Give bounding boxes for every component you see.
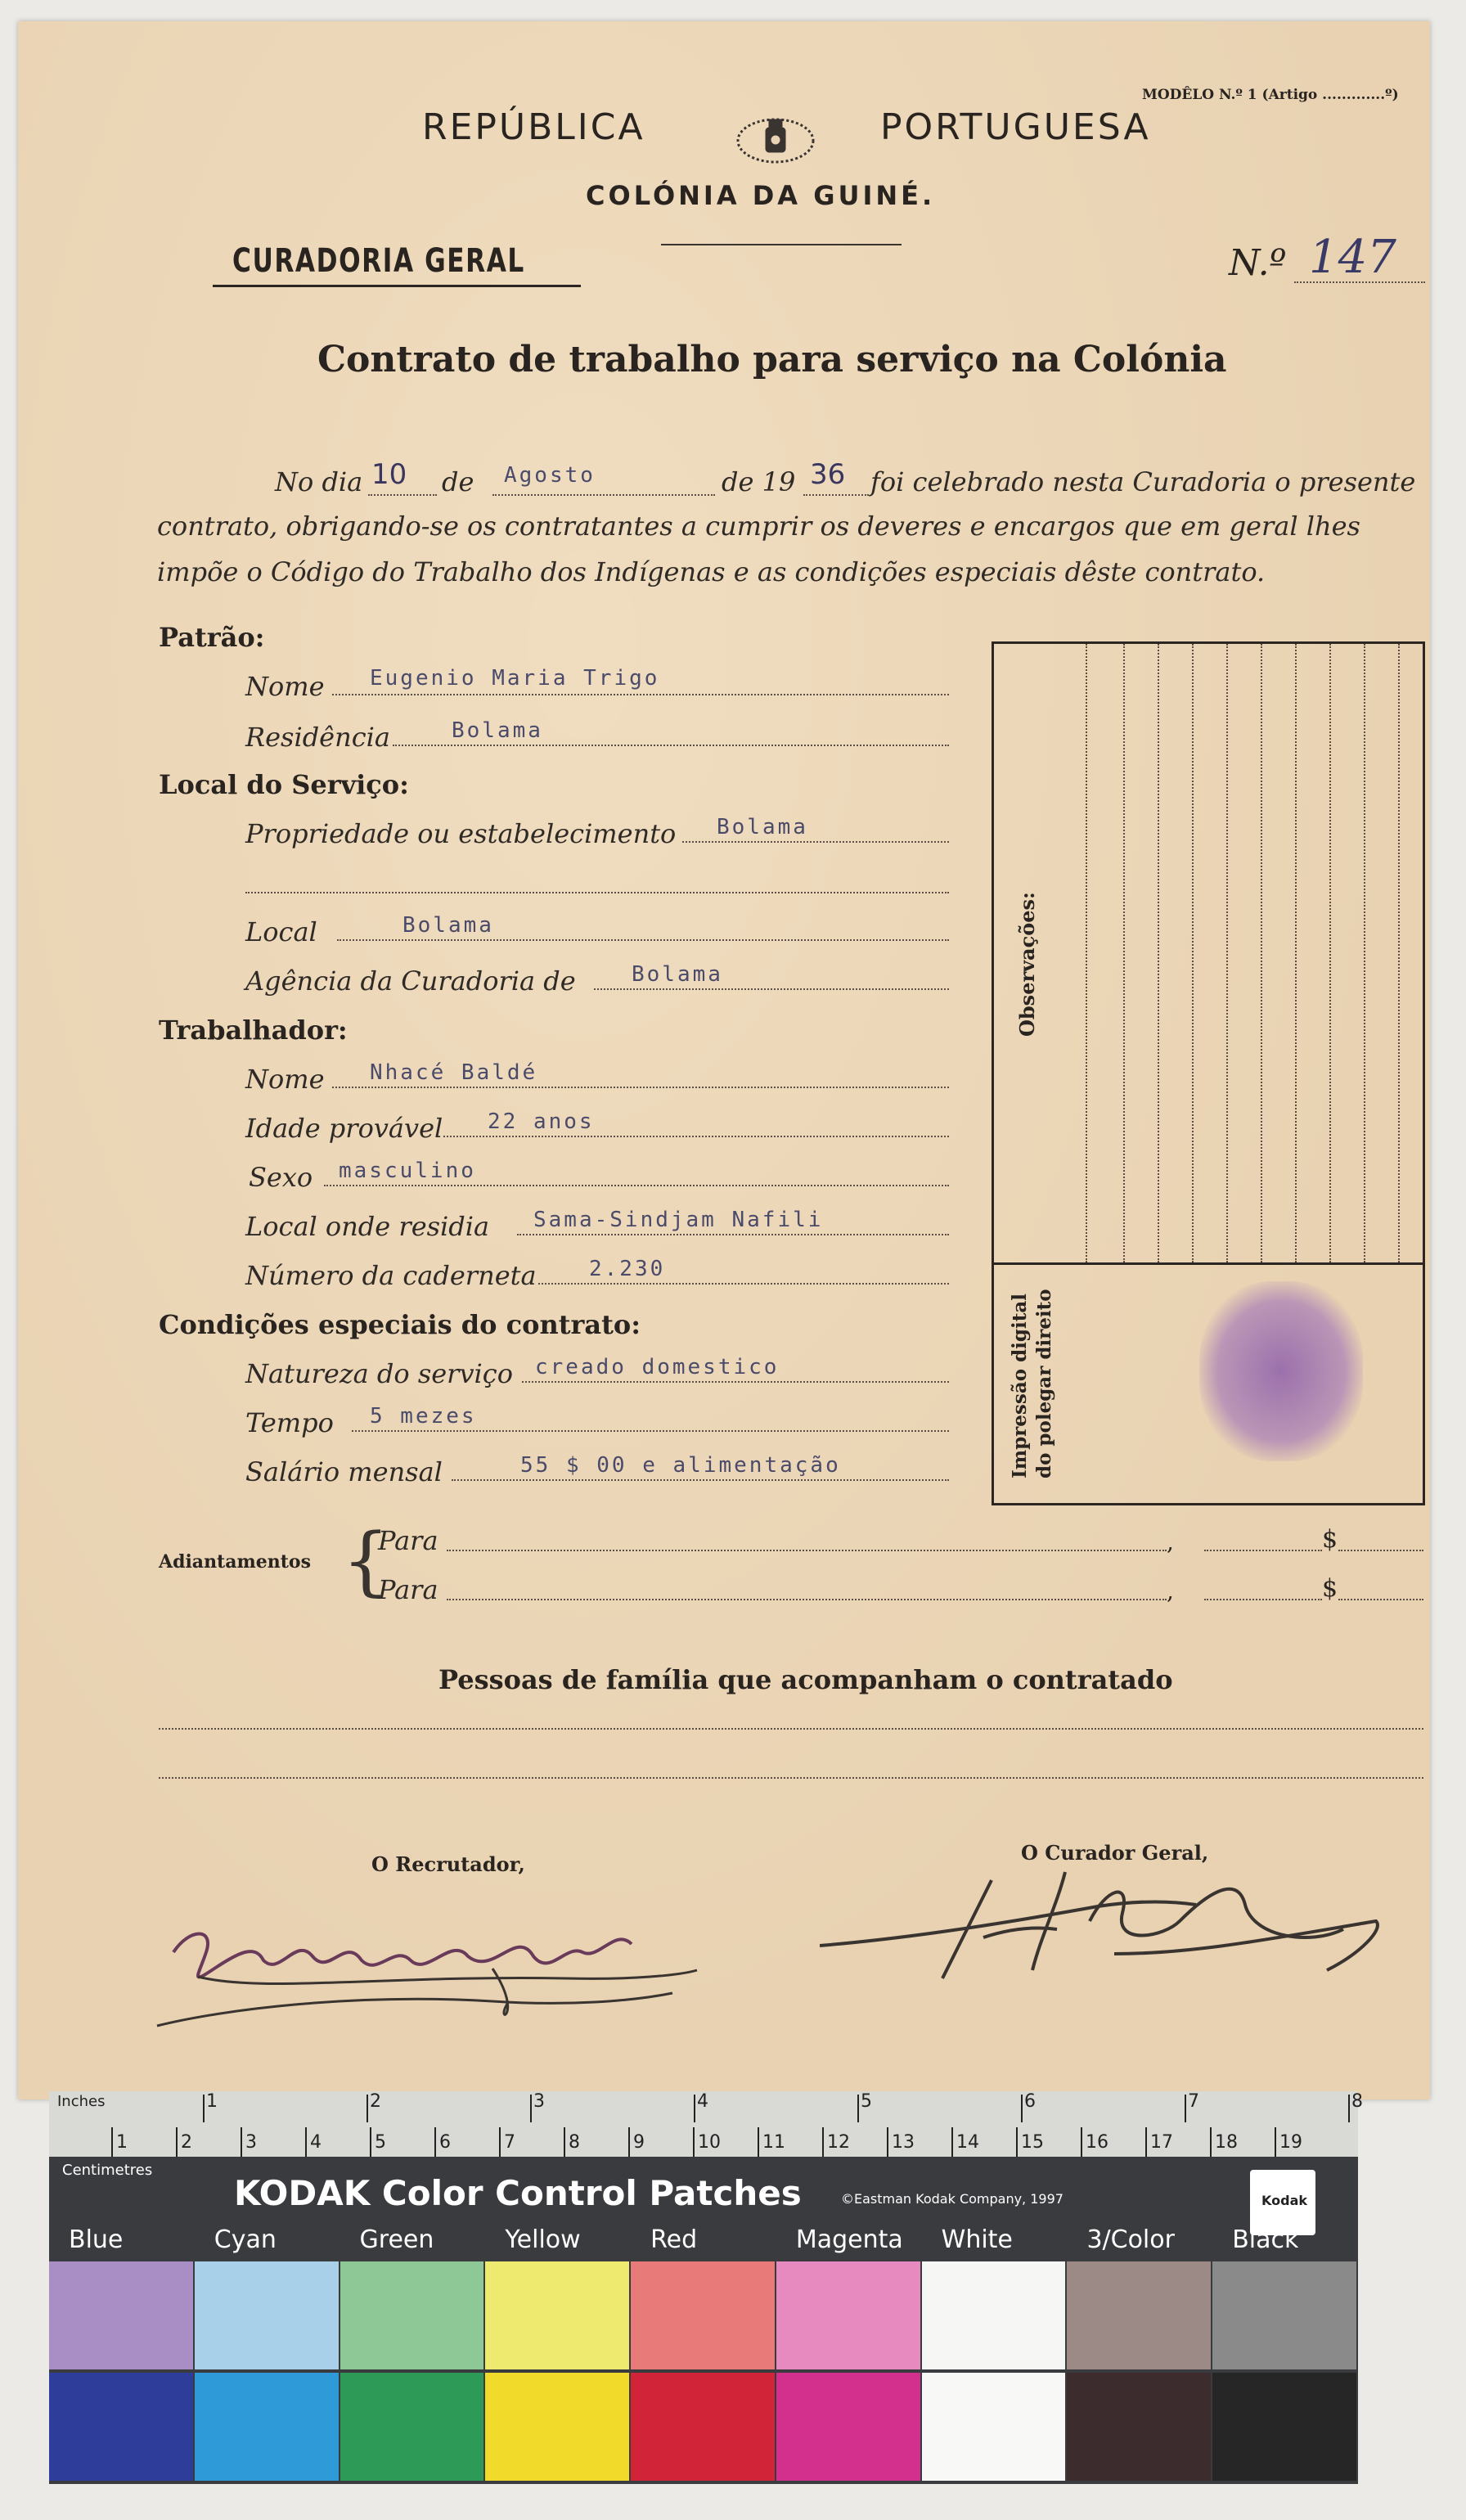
trabalhador-nome-label: Nome xyxy=(245,1064,325,1095)
patch-label: Magenta xyxy=(795,2225,903,2254)
color-patch-top xyxy=(195,2261,339,2369)
ruler-inch-label: 5 xyxy=(861,2091,872,2112)
para-1-amount-line xyxy=(1204,1550,1322,1551)
ruler-cm-tick xyxy=(887,2127,888,2157)
para-2-comma: , xyxy=(1167,1577,1174,1604)
familia-heading: Pessoas de família que acompanham o contratado xyxy=(438,1664,1173,1695)
color-patch-bottom xyxy=(776,2373,920,2481)
color-patch-bottom xyxy=(631,2373,775,2481)
ruler-inch-label: 4 xyxy=(697,2091,708,2112)
color-patch-bottom xyxy=(922,2373,1066,2481)
ruler-cm-label: 14 xyxy=(956,2132,979,2153)
ruler-cm-tick xyxy=(434,2127,436,2157)
ruler-cm-label: 8 xyxy=(569,2132,580,2153)
ruler-cm-tick xyxy=(758,2127,759,2157)
ruler-inch-label: 2 xyxy=(370,2091,381,2112)
patch-label: 3/Color xyxy=(1086,2225,1175,2254)
obs-line-9 xyxy=(1364,644,1365,1262)
color-patch-top xyxy=(631,2261,775,2369)
curadoria-text: CURADORIA GERAL xyxy=(232,242,525,280)
tempo-value: 5 mezes xyxy=(370,1404,477,1429)
color-patch-bottom xyxy=(485,2373,629,2481)
salario-value: 55 $ 00 e alimentação xyxy=(520,1453,841,1478)
para-1-line xyxy=(447,1550,1167,1551)
patch-label: Cyan xyxy=(214,2225,277,2254)
ruler-inch-label: 8 xyxy=(1351,2091,1363,2112)
adiantamentos-brace: { xyxy=(342,1517,390,1604)
intro-month-line xyxy=(492,494,715,496)
curador-label: O Curador Geral, xyxy=(1021,1841,1209,1865)
ruler-cm-tick xyxy=(111,2127,113,2157)
ruler-cm-tick xyxy=(628,2127,630,2157)
caderneta-value: 2.230 xyxy=(589,1257,666,1281)
ruler-cm-label: 7 xyxy=(504,2132,515,2153)
color-patch-top xyxy=(776,2261,920,2369)
para-2-currency: $ xyxy=(1322,1574,1338,1603)
ruler-cm-label: 10 xyxy=(698,2132,721,2153)
para-2-line xyxy=(447,1599,1167,1600)
color-patch-bottom xyxy=(49,2373,193,2481)
curadoria-underline xyxy=(213,285,581,287)
thumbprint xyxy=(1199,1281,1363,1461)
patrao-nome-line xyxy=(332,694,949,695)
intro-line3: impõe o Código do Trabalho dos Indígenas e as condições especiais dêste contrato. xyxy=(157,556,1266,587)
modelo-text: MODÊLO N.º 1 (Artigo .............º) xyxy=(1142,87,1399,103)
ruler-inch-tick xyxy=(1348,2095,1350,2122)
ruler-cm-tick xyxy=(1275,2127,1276,2157)
observacoes-label: Observações: xyxy=(1015,892,1039,1037)
intro-day-line xyxy=(368,494,437,496)
residia-line xyxy=(517,1234,949,1235)
ruler-inch-label: 6 xyxy=(1024,2091,1036,2112)
ruler-cm-label: 13 xyxy=(892,2132,915,2153)
portuguesa-text: PORTUGUESA xyxy=(880,106,1151,148)
color-patch-bottom xyxy=(1067,2373,1211,2481)
sexo-line xyxy=(324,1185,949,1186)
para-2-amount-line xyxy=(1204,1599,1322,1600)
idade-label: Idade provável xyxy=(245,1113,443,1144)
ruler-cm-label: 2 xyxy=(181,2132,192,2153)
ruler-cm-tick xyxy=(1145,2127,1147,2157)
header-divider xyxy=(661,244,902,245)
color-patch-bottom xyxy=(340,2373,484,2481)
ruler-inch-tick xyxy=(694,2095,695,2122)
color-patch-top xyxy=(49,2261,193,2369)
idade-value: 22 anos xyxy=(488,1109,595,1134)
intro-line1-rest: foi celebrado nesta Curadoria o presente xyxy=(870,466,1416,497)
propriedade-line xyxy=(682,841,949,843)
tempo-label: Tempo xyxy=(245,1407,334,1438)
ruler-cm-label: 3 xyxy=(245,2132,257,2153)
ruler-inch-label: 7 xyxy=(1188,2091,1199,2112)
republica-text: REPÚBLICA xyxy=(422,106,645,148)
ruler-cm-tick xyxy=(176,2127,178,2157)
local-servico-heading: Local do Serviço: xyxy=(159,769,409,800)
impressao-label-1: Impressão digital xyxy=(1009,1294,1031,1478)
familia-line-1 xyxy=(159,1728,1423,1730)
patrao-nome-label: Nome xyxy=(245,671,325,702)
page-title: Contrato de trabalho para serviço na Colónia xyxy=(317,339,1227,380)
color-patch-top xyxy=(1212,2261,1356,2369)
color-patch-top xyxy=(340,2261,484,2369)
intro-de-19: de 19 xyxy=(722,466,796,497)
obs-line-1 xyxy=(1086,644,1087,1262)
ruler-cm-tick xyxy=(370,2127,371,2157)
patrao-nome-value: Eugenio Maria Trigo xyxy=(370,666,660,691)
ruler-inch-label: 3 xyxy=(533,2091,545,2112)
residia-value: Sama-Sindjam Nafili xyxy=(533,1208,824,1232)
numero-label: N.º xyxy=(1229,242,1287,284)
obs-line-6 xyxy=(1261,644,1262,1262)
adiantamentos-label: Adiantamentos xyxy=(159,1551,311,1573)
document-page xyxy=(18,21,1430,2099)
color-patch-bottom xyxy=(1212,2373,1356,2481)
familia-line-2 xyxy=(159,1777,1423,1779)
ruler-inch-label: 1 xyxy=(206,2091,218,2112)
propriedade-line-2 xyxy=(245,892,949,893)
idade-line xyxy=(443,1136,949,1137)
color-patch-top xyxy=(1067,2261,1211,2369)
local-line xyxy=(337,939,949,941)
ruler-cm-tick xyxy=(822,2127,824,2157)
ruler-cm-tick xyxy=(1210,2127,1212,2157)
obs-line-2 xyxy=(1123,644,1125,1262)
adiantamentos-para-1: Para xyxy=(378,1525,438,1556)
obs-line-10 xyxy=(1398,644,1400,1262)
observacoes-divider xyxy=(994,1262,1423,1265)
obs-line-4 xyxy=(1192,644,1194,1262)
salario-label: Salário mensal xyxy=(245,1456,443,1487)
para-1-currency: $ xyxy=(1322,1525,1338,1554)
ruler-cm-label: 5 xyxy=(375,2132,386,2153)
sexo-label: Sexo xyxy=(249,1162,313,1193)
agencia-label: Agência da Curadoria de xyxy=(245,965,576,997)
ruler-cm-label: 17 xyxy=(1150,2132,1173,2153)
ruler-cm-label: 19 xyxy=(1279,2132,1302,2153)
impressao-label-2: do polegar direito xyxy=(1033,1289,1055,1478)
condicoes-heading: Condições especiais do contrato: xyxy=(159,1309,641,1340)
color-patch-top xyxy=(485,2261,629,2369)
natureza-value: creado domestico xyxy=(535,1355,780,1379)
patrao-residencia-label: Residência xyxy=(245,722,390,753)
local-label: Local xyxy=(245,916,317,947)
obs-line-8 xyxy=(1329,644,1331,1262)
intro-line2: contrato, obrigando-se os contratantes a cumprir os deveres e encargos que em geral lhes xyxy=(157,511,1360,542)
local-value: Bolama xyxy=(402,913,494,938)
propriedade-value: Bolama xyxy=(717,815,808,839)
intro-day: 10 xyxy=(371,458,407,491)
obs-line-5 xyxy=(1226,644,1228,1262)
ruler-cm-tick xyxy=(241,2127,242,2157)
para-1-cents-line xyxy=(1338,1550,1423,1551)
patch-label: Yellow xyxy=(505,2225,581,2254)
ruler-cm-label: 11 xyxy=(762,2132,785,2153)
caderneta-line xyxy=(538,1283,949,1285)
recrutador-signature xyxy=(141,1879,705,2034)
color-patch-bottom xyxy=(195,2373,339,2481)
intro-month: Agosto xyxy=(504,463,596,488)
kodak-copyright: ©Eastman Kodak Company, 1997 xyxy=(841,2191,1064,2207)
ruler-inch-tick xyxy=(1185,2095,1186,2122)
ruler-cm-tick xyxy=(564,2127,565,2157)
adiantamentos-para-2: Para xyxy=(378,1574,438,1605)
ruler-centimetres-label: Centimetres xyxy=(62,2162,153,2179)
ruler-inch-tick xyxy=(366,2095,368,2122)
obs-line-3 xyxy=(1158,644,1159,1262)
residia-label: Local onde residia xyxy=(245,1211,490,1242)
agencia-line xyxy=(594,988,949,990)
color-patch-top xyxy=(922,2261,1066,2369)
curador-signature xyxy=(820,1847,1392,2011)
ruler-cm-label: 4 xyxy=(310,2132,322,2153)
ruler-inch-tick xyxy=(1021,2095,1023,2122)
ruler-cm-tick xyxy=(305,2127,307,2157)
patch-label: Blue xyxy=(69,2225,124,2254)
patch-label: White xyxy=(941,2225,1013,2254)
patrao-residencia-value: Bolama xyxy=(452,718,543,743)
obs-line-7 xyxy=(1295,644,1297,1262)
patrao-heading: Patrão: xyxy=(159,622,265,653)
colonia-text: COLÓNIA DA GUINÉ. xyxy=(586,180,936,211)
ruler-cm-label: 18 xyxy=(1215,2132,1238,2153)
numero-value: 147 xyxy=(1309,231,1396,284)
kodak-color-strip xyxy=(49,2091,1363,2484)
agencia-value: Bolama xyxy=(632,962,723,987)
intro-de: de xyxy=(442,466,474,497)
kodak-logo-text: Kodak xyxy=(1261,2193,1307,2208)
ruler-cm-label: 12 xyxy=(827,2132,850,2153)
trabalhador-nome-value: Nhacé Baldé xyxy=(370,1060,538,1085)
propriedade-label: Propriedade ou estabelecimento xyxy=(245,818,677,849)
trabalhador-nome-line xyxy=(332,1087,949,1088)
patrao-residencia-line xyxy=(393,745,949,746)
numero-line xyxy=(1294,281,1425,283)
patch-label: Black xyxy=(1232,2225,1299,2254)
ruler-cm-label: 16 xyxy=(1086,2132,1108,2153)
ruler-inch-tick xyxy=(530,2095,532,2122)
ruler-cm-tick xyxy=(951,2127,953,2157)
patch-label: Green xyxy=(359,2225,434,2254)
ruler-inch-tick xyxy=(203,2095,205,2122)
ruler-cm-label: 1 xyxy=(116,2132,128,2153)
intro-no-dia: No dia xyxy=(275,466,363,497)
ruler-cm-label: 9 xyxy=(633,2132,645,2153)
trabalhador-heading: Trabalhador: xyxy=(159,1015,348,1046)
coat-of-arms-icon xyxy=(735,110,816,167)
natureza-label: Natureza do serviço xyxy=(245,1358,513,1389)
kodak-title: KODAK Color Control Patches xyxy=(234,2173,802,2213)
ruler-cm-tick xyxy=(693,2127,695,2157)
tempo-line xyxy=(352,1430,949,1432)
ruler-cm-tick xyxy=(499,2127,501,2157)
recrutador-label: O Recrutador, xyxy=(371,1852,525,1876)
para-2-cents-line xyxy=(1338,1599,1423,1600)
ruler-cm-tick xyxy=(1081,2127,1082,2157)
patch-label: Red xyxy=(650,2225,698,2254)
natureza-line xyxy=(522,1381,949,1383)
ruler xyxy=(49,2091,1363,2179)
intro-year-line xyxy=(803,494,869,496)
ruler-cm-tick xyxy=(1016,2127,1018,2157)
ruler-cm-label: 15 xyxy=(1021,2132,1044,2153)
ruler-inch-tick xyxy=(857,2095,859,2122)
ruler-cm-label: 6 xyxy=(439,2132,451,2153)
salario-line xyxy=(452,1479,949,1481)
sexo-value: masculino xyxy=(339,1159,476,1183)
ruler-inches-label: Inches xyxy=(57,2093,106,2110)
para-1-comma: , xyxy=(1167,1528,1174,1555)
intro-year: 36 xyxy=(810,458,846,491)
caderneta-label: Número da caderneta xyxy=(245,1260,537,1291)
